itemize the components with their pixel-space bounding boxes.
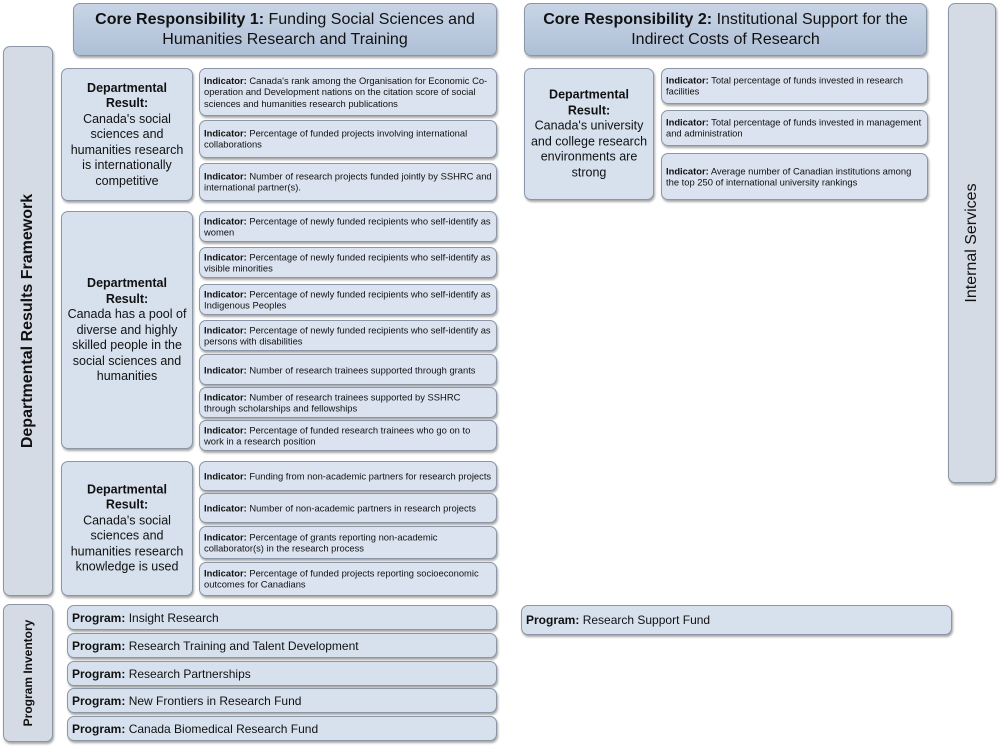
internal-services-label	[948, 3, 996, 483]
framework-label-text: Departmental Results Framework	[19, 193, 36, 449]
program-label: Program:	[72, 638, 126, 653]
indicator-text: Percentage of funded projects involving international collaborations	[204, 127, 468, 150]
indicator-label: Indicator:	[666, 74, 709, 86]
program-label: Program:	[72, 610, 126, 625]
program-label: Program:	[72, 666, 126, 681]
departmental-result-1	[61, 68, 193, 201]
result-title: Departmental Result:	[87, 80, 167, 110]
indicator-label: Indicator:	[204, 324, 247, 336]
indicator-label: Indicator:	[666, 165, 709, 177]
program-box	[67, 661, 497, 686]
indicator-label: Indicator:	[204, 251, 247, 263]
result-title: Departmental Result:	[87, 482, 167, 512]
indicator-box	[199, 461, 497, 491]
result-text: Canada's university and college research environments are strong	[530, 118, 648, 179]
indicator-text: Percentage of newly funded recipients who self-identify as visible minorities	[204, 251, 491, 274]
indicator-box	[199, 354, 497, 385]
indicator-label: Indicator:	[204, 567, 247, 579]
departmental-result-4	[524, 68, 654, 200]
indicator-box	[199, 320, 497, 351]
indicator-label: Indicator:	[204, 74, 247, 86]
indicator-label: Indicator:	[204, 363, 247, 375]
indicator-text: Total percentage of funds invested in management and administration	[666, 116, 922, 139]
indicator-text: Number of research trainees supported through grants	[249, 363, 476, 375]
indicator-text: Percentage of newly funded recipients who self-identify as persons with disabilities	[204, 324, 491, 347]
program-box	[67, 633, 497, 658]
indicator-label: Indicator:	[204, 391, 247, 403]
result-title: Departmental Result:	[549, 87, 629, 117]
program-label: Program:	[72, 721, 126, 736]
program-name: New Frontiers in Research Fund	[128, 693, 302, 708]
cr1-title: Funding Social Sciences and Humanities Research and Training	[162, 10, 475, 48]
cr2-label: Core Responsibility 2:	[543, 10, 713, 28]
indicator-text: Average number of Canadian institutions among the top 250 of international university rankings	[666, 165, 912, 188]
indicator-box	[661, 110, 928, 146]
indicator-box	[199, 284, 497, 315]
indicator-text: Canada's rank among the Organisation for Economic Co-operation and Development nations on the citation score of social sciences and humanities research publications	[204, 74, 488, 109]
indicator-text: Number of non-academic partners in research projects	[249, 502, 476, 514]
indicator-box	[199, 526, 497, 559]
indicator-box	[199, 68, 497, 116]
indicator-text: Percentage of newly funded recipients who self-identify as Indigenous Peoples	[204, 288, 491, 311]
program-label: Program:	[526, 613, 580, 627]
departmental-results-framework-label	[3, 46, 53, 596]
indicator-box	[199, 247, 497, 278]
indicator-text: Funding from non-academic partners for research projects	[249, 470, 492, 482]
core-responsibility-1-header	[73, 3, 497, 56]
indicator-text: Number of research trainees supported by SSHRC through scholarships and fellowships	[204, 391, 461, 414]
indicator-label: Indicator:	[204, 470, 247, 482]
program-name: Research Training and Talent Development	[128, 638, 359, 653]
internal-services-text: Internal Services	[963, 183, 980, 303]
indicator-box	[199, 211, 497, 242]
indicator-box	[199, 562, 497, 596]
indicator-box	[199, 387, 497, 418]
indicator-box	[199, 163, 497, 201]
program-box	[67, 716, 497, 741]
program-name: Research Partnerships	[128, 666, 251, 681]
program-name: Insight Research	[128, 610, 219, 625]
program-box	[67, 688, 497, 713]
indicator-label: Indicator:	[204, 502, 247, 514]
program-box	[67, 605, 497, 630]
program-inventory-label	[3, 604, 53, 742]
indicator-text: Number of research projects funded jointly by SSHRC and international partner(s).	[204, 170, 492, 193]
indicator-label: Indicator:	[204, 288, 247, 300]
indicator-text: Percentage of newly funded recipients who self-identify as women	[204, 215, 491, 238]
indicator-text: Percentage of funded research trainees who go on to work in a research position	[204, 424, 471, 447]
program-box	[521, 605, 952, 635]
program-name: Canada Biomedical Research Fund	[128, 721, 319, 736]
indicator-box	[199, 120, 497, 158]
indicator-box	[199, 420, 497, 451]
indicator-box	[199, 493, 497, 523]
indicator-label: Indicator:	[204, 424, 247, 436]
indicator-text: Percentage of funded projects reporting socioeconomic outcomes for Canadians	[204, 567, 479, 590]
indicator-label: Indicator:	[204, 127, 247, 139]
departmental-result-2	[61, 211, 193, 449]
indicator-label: Indicator:	[204, 215, 247, 227]
indicator-text: Total percentage of funds invested in research facilities	[666, 74, 903, 97]
result-text: Canada's social sciences and humanities research knowledge is used	[70, 513, 184, 574]
cr1-label: Core Responsibility 1:	[95, 10, 265, 28]
indicator-label: Indicator:	[204, 170, 247, 182]
result-text: Canada's social sciences and humanities research is internationally competitive	[70, 111, 184, 188]
program-label: Program:	[72, 693, 126, 708]
core-responsibility-2-header	[524, 3, 927, 56]
result-title: Departmental Result:	[87, 275, 167, 306]
departmental-result-3	[61, 461, 193, 596]
indicator-box	[661, 68, 928, 104]
inventory-label-text: Program Inventory	[21, 619, 35, 727]
indicator-label: Indicator:	[204, 531, 247, 543]
program-name: Research Support Fund	[582, 613, 711, 627]
result-text: Canada has a pool of diverse and highly skilled people in the social sciences and humanities	[67, 306, 187, 383]
indicator-label: Indicator:	[666, 116, 709, 128]
indicator-box	[661, 153, 928, 200]
indicator-text: Percentage of grants reporting non-academic collaborator(s) in the research process	[204, 531, 438, 554]
cr2-title: Institutional Support for the Indirect Costs of Research	[631, 10, 908, 48]
